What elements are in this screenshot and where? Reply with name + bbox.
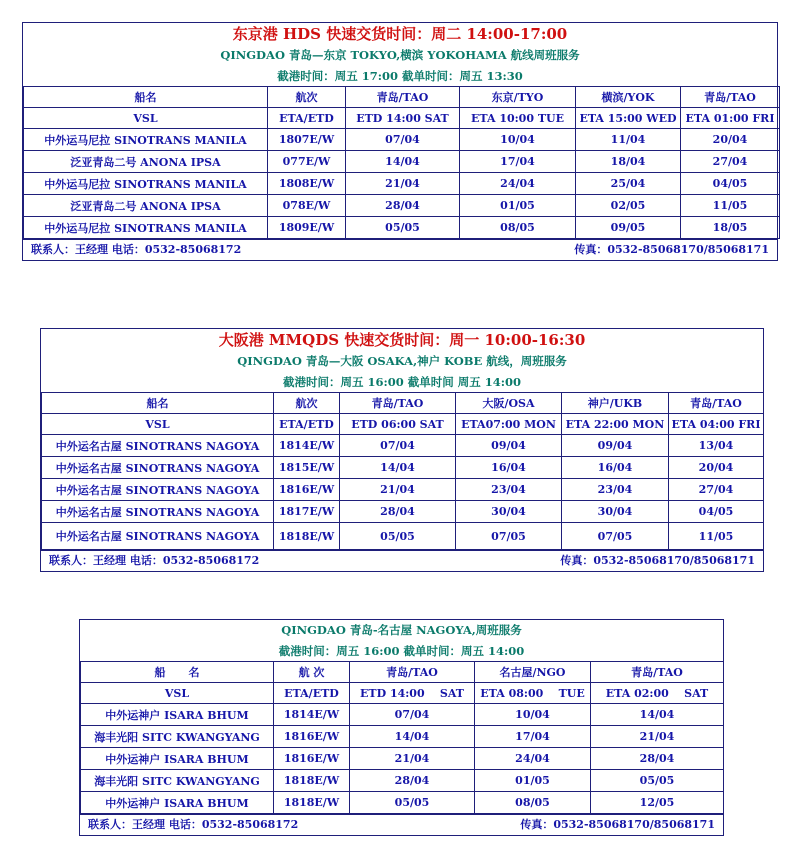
date-cell: 07/04 bbox=[340, 435, 456, 457]
date-cell: 05/05 bbox=[591, 770, 724, 792]
route-line: QINGDAO 青岛—大阪 OSAKA,神户 KOBE 航线，周班服务 bbox=[237, 354, 567, 368]
date-cell: 07/05 bbox=[562, 523, 669, 550]
voyage-cell: 1818E/W bbox=[274, 770, 350, 792]
osaka-schedule bbox=[40, 328, 764, 572]
date-cell: 05/05 bbox=[350, 792, 475, 814]
schedule-title: 东京港 HDS 快速交货时间：周二 14:00-17:00 bbox=[232, 25, 568, 43]
subheader-row bbox=[42, 414, 764, 435]
date-cell: 10/04 bbox=[460, 129, 576, 151]
date-cell: 05/05 bbox=[346, 217, 460, 239]
table-row bbox=[24, 173, 780, 195]
contact-footer bbox=[80, 814, 723, 835]
fax-info: 传真：0532-85068170/85068171 bbox=[574, 243, 769, 256]
col-header: 船名 bbox=[42, 393, 274, 414]
col-subheader: ETA 01:00 FRI bbox=[681, 108, 780, 129]
date-cell: 11/05 bbox=[669, 523, 764, 550]
date-cell: 30/04 bbox=[562, 501, 669, 523]
col-header: 青岛/TAO bbox=[346, 87, 460, 108]
route-line: QINGDAO 青岛-名古屋 NAGOYA,周班服务 bbox=[281, 623, 522, 637]
date-cell: 12/05 bbox=[591, 792, 724, 814]
date-cell: 14/04 bbox=[346, 151, 460, 173]
date-cell: 24/04 bbox=[475, 748, 591, 770]
date-cell: 13/04 bbox=[669, 435, 764, 457]
col-header: 横滨/YOK bbox=[576, 87, 681, 108]
col-subheader: VSL bbox=[42, 414, 274, 435]
col-header: 航次 bbox=[268, 87, 346, 108]
contact-info: 联系人：王经理 电话：0532-85068172 bbox=[31, 243, 242, 256]
vessel-cell: 中外运马尼拉 SINOTRANS MANILA bbox=[24, 173, 268, 195]
schedule-table bbox=[41, 392, 764, 550]
col-header: 东京/TYO bbox=[460, 87, 576, 108]
date-cell: 23/04 bbox=[456, 479, 562, 501]
route-line: QINGDAO 青岛—东京 TOKYO,横滨 YOKOHAMA 航线周班服务 bbox=[220, 48, 580, 62]
date-cell: 04/05 bbox=[681, 173, 780, 195]
date-cell: 18/04 bbox=[576, 151, 681, 173]
col-header: 大阪/OSA bbox=[456, 393, 562, 414]
tokyo-schedule bbox=[22, 22, 778, 261]
contact-info: 联系人：王经理 电话：0532-85068172 bbox=[88, 818, 299, 831]
vessel-cell: 中外运马尼拉 SINOTRANS MANILA bbox=[24, 129, 268, 151]
date-cell: 04/05 bbox=[669, 501, 764, 523]
table-row bbox=[42, 501, 764, 523]
col-header: 名古屋/NGO bbox=[475, 662, 591, 683]
header-row bbox=[42, 393, 764, 414]
vessel-cell: 中外运名古屋 SINOTRANS NAGOYA bbox=[42, 479, 274, 501]
table-row bbox=[24, 129, 780, 151]
voyage-cell: 1807E/W bbox=[268, 129, 346, 151]
schedule-title: 大阪港 MMQDS 快速交货时间：周一 10:00-16:30 bbox=[218, 331, 586, 349]
table-row bbox=[24, 195, 780, 217]
col-subheader: VSL bbox=[24, 108, 268, 129]
vessel-cell: 中外运神户 ISARA BHUM bbox=[81, 704, 274, 726]
date-cell: 08/05 bbox=[460, 217, 576, 239]
date-cell: 09/04 bbox=[562, 435, 669, 457]
header-row bbox=[81, 662, 724, 683]
vessel-cell: 中外运名古屋 SINOTRANS NAGOYA bbox=[42, 435, 274, 457]
date-cell: 02/05 bbox=[576, 195, 681, 217]
cutoff-line: 截港时间：周五 16:00 截单时间 周五 14:00 bbox=[282, 375, 522, 389]
vessel-cell: 中外运神户 ISARA BHUM bbox=[81, 748, 274, 770]
date-cell: 21/04 bbox=[591, 726, 724, 748]
table-row bbox=[24, 217, 780, 239]
date-cell: 21/04 bbox=[346, 173, 460, 195]
voyage-cell: 1814E/W bbox=[274, 435, 340, 457]
table-row bbox=[24, 151, 780, 173]
col-header: 航次 bbox=[274, 393, 340, 414]
date-cell: 20/04 bbox=[681, 129, 780, 151]
vessel-cell: 中外运名古屋 SINOTRANS NAGOYA bbox=[42, 523, 274, 550]
voyage-cell: 1818E/W bbox=[274, 792, 350, 814]
col-subheader: ETA 10:00 TUE bbox=[460, 108, 576, 129]
voyage-cell: 1816E/W bbox=[274, 479, 340, 501]
date-cell: 09/04 bbox=[456, 435, 562, 457]
fax-info: 传真：0532-85068170/85068171 bbox=[560, 554, 755, 567]
date-cell: 11/04 bbox=[576, 129, 681, 151]
date-cell: 28/04 bbox=[350, 770, 475, 792]
voyage-cell: 077E/W bbox=[268, 151, 346, 173]
contact-footer bbox=[41, 550, 763, 571]
date-cell: 01/05 bbox=[460, 195, 576, 217]
table-row bbox=[42, 479, 764, 501]
voyage-cell: 1818E/W bbox=[274, 523, 340, 550]
date-cell: 16/04 bbox=[562, 457, 669, 479]
date-cell: 27/04 bbox=[669, 479, 764, 501]
col-subheader: ETA/ETD bbox=[268, 108, 346, 129]
col-subheader: VSL bbox=[81, 683, 274, 704]
date-cell: 10/04 bbox=[475, 704, 591, 726]
date-cell: 23/04 bbox=[562, 479, 669, 501]
date-cell: 11/05 bbox=[681, 195, 780, 217]
vessel-cell: 中外运马尼拉 SINOTRANS MANILA bbox=[24, 217, 268, 239]
schedule-table bbox=[80, 661, 724, 814]
voyage-cell: 1815E/W bbox=[274, 457, 340, 479]
date-cell: 14/04 bbox=[340, 457, 456, 479]
date-cell: 01/05 bbox=[475, 770, 591, 792]
contact-footer bbox=[23, 239, 777, 260]
col-header: 航 次 bbox=[274, 662, 350, 683]
voyage-cell: 1808E/W bbox=[268, 173, 346, 195]
col-header: 青岛/TAO bbox=[591, 662, 724, 683]
cutoff-line: 截港时间：周五 17:00 截单时间：周五 13:30 bbox=[277, 69, 523, 83]
vessel-cell: 海丰光阳 SITC KWANGYANG bbox=[81, 726, 274, 748]
col-subheader: ETD 06:00 SAT bbox=[340, 414, 456, 435]
col-subheader: ETA/ETD bbox=[274, 683, 350, 704]
voyage-cell: 1814E/W bbox=[274, 704, 350, 726]
date-cell: 24/04 bbox=[460, 173, 576, 195]
col-subheader: ETA 08:00 TUE bbox=[475, 683, 591, 704]
vessel-cell: 泛亚青岛二号 ANONA IPSA bbox=[24, 195, 268, 217]
date-cell: 27/04 bbox=[681, 151, 780, 173]
schedule-table bbox=[23, 86, 780, 239]
date-cell: 28/04 bbox=[340, 501, 456, 523]
col-header: 青岛/TAO bbox=[340, 393, 456, 414]
vessel-cell: 中外运神户 ISARA BHUM bbox=[81, 792, 274, 814]
date-cell: 28/04 bbox=[591, 748, 724, 770]
col-subheader: ETA 22:00 MON bbox=[562, 414, 669, 435]
table-row bbox=[42, 523, 764, 550]
date-cell: 28/04 bbox=[346, 195, 460, 217]
table-row bbox=[42, 457, 764, 479]
date-cell: 17/04 bbox=[475, 726, 591, 748]
col-header: 船名 bbox=[24, 87, 268, 108]
table-row bbox=[42, 435, 764, 457]
table-row bbox=[81, 770, 724, 792]
date-cell: 08/05 bbox=[475, 792, 591, 814]
cutoff-line: 截港时间：周五 16:00 截单时间：周五 14:00 bbox=[278, 644, 525, 658]
date-cell: 20/04 bbox=[669, 457, 764, 479]
date-cell: 18/05 bbox=[681, 217, 780, 239]
table-row bbox=[81, 726, 724, 748]
col-header: 神户/UKB bbox=[562, 393, 669, 414]
date-cell: 07/05 bbox=[456, 523, 562, 550]
voyage-cell: 1816E/W bbox=[274, 748, 350, 770]
nagoya-schedule bbox=[79, 619, 724, 836]
col-subheader: ETA07:00 MON bbox=[456, 414, 562, 435]
date-cell: 07/04 bbox=[346, 129, 460, 151]
col-subheader: ETD 14:00 SAT bbox=[346, 108, 460, 129]
fax-info: 传真：0532-85068170/85068171 bbox=[520, 818, 715, 831]
date-cell: 16/04 bbox=[456, 457, 562, 479]
table-row bbox=[81, 704, 724, 726]
vessel-cell: 中外运名古屋 SINOTRANS NAGOYA bbox=[42, 501, 274, 523]
col-header: 青岛/TAO bbox=[681, 87, 780, 108]
voyage-cell: 1816E/W bbox=[274, 726, 350, 748]
col-subheader: ETA 15:00 WED bbox=[576, 108, 681, 129]
subheader-row bbox=[81, 683, 724, 704]
voyage-cell: 078E/W bbox=[268, 195, 346, 217]
date-cell: 17/04 bbox=[460, 151, 576, 173]
table-row bbox=[81, 792, 724, 814]
subheader-row bbox=[24, 108, 780, 129]
vessel-cell: 海丰光阳 SITC KWANGYANG bbox=[81, 770, 274, 792]
contact-info: 联系人：王经理 电话：0532-85068172 bbox=[49, 554, 260, 567]
date-cell: 30/04 bbox=[456, 501, 562, 523]
col-subheader: ETA 02:00 SAT bbox=[591, 683, 724, 704]
col-subheader: ETA/ETD bbox=[274, 414, 340, 435]
voyage-cell: 1809E/W bbox=[268, 217, 346, 239]
date-cell: 07/04 bbox=[350, 704, 475, 726]
table-row bbox=[81, 748, 724, 770]
date-cell: 09/05 bbox=[576, 217, 681, 239]
date-cell: 25/04 bbox=[576, 173, 681, 195]
date-cell: 14/04 bbox=[591, 704, 724, 726]
col-header: 船 名 bbox=[81, 662, 274, 683]
date-cell: 14/04 bbox=[350, 726, 475, 748]
vessel-cell: 中外运名古屋 SINOTRANS NAGOYA bbox=[42, 457, 274, 479]
col-header: 青岛/TAO bbox=[669, 393, 764, 414]
date-cell: 21/04 bbox=[340, 479, 456, 501]
voyage-cell: 1817E/W bbox=[274, 501, 340, 523]
header-row bbox=[24, 87, 780, 108]
vessel-cell: 泛亚青岛二号 ANONA IPSA bbox=[24, 151, 268, 173]
col-header: 青岛/TAO bbox=[350, 662, 475, 683]
col-subheader: ETD 14:00 SAT bbox=[350, 683, 475, 704]
col-subheader: ETA 04:00 FRI bbox=[669, 414, 764, 435]
date-cell: 21/04 bbox=[350, 748, 475, 770]
date-cell: 05/05 bbox=[340, 523, 456, 550]
